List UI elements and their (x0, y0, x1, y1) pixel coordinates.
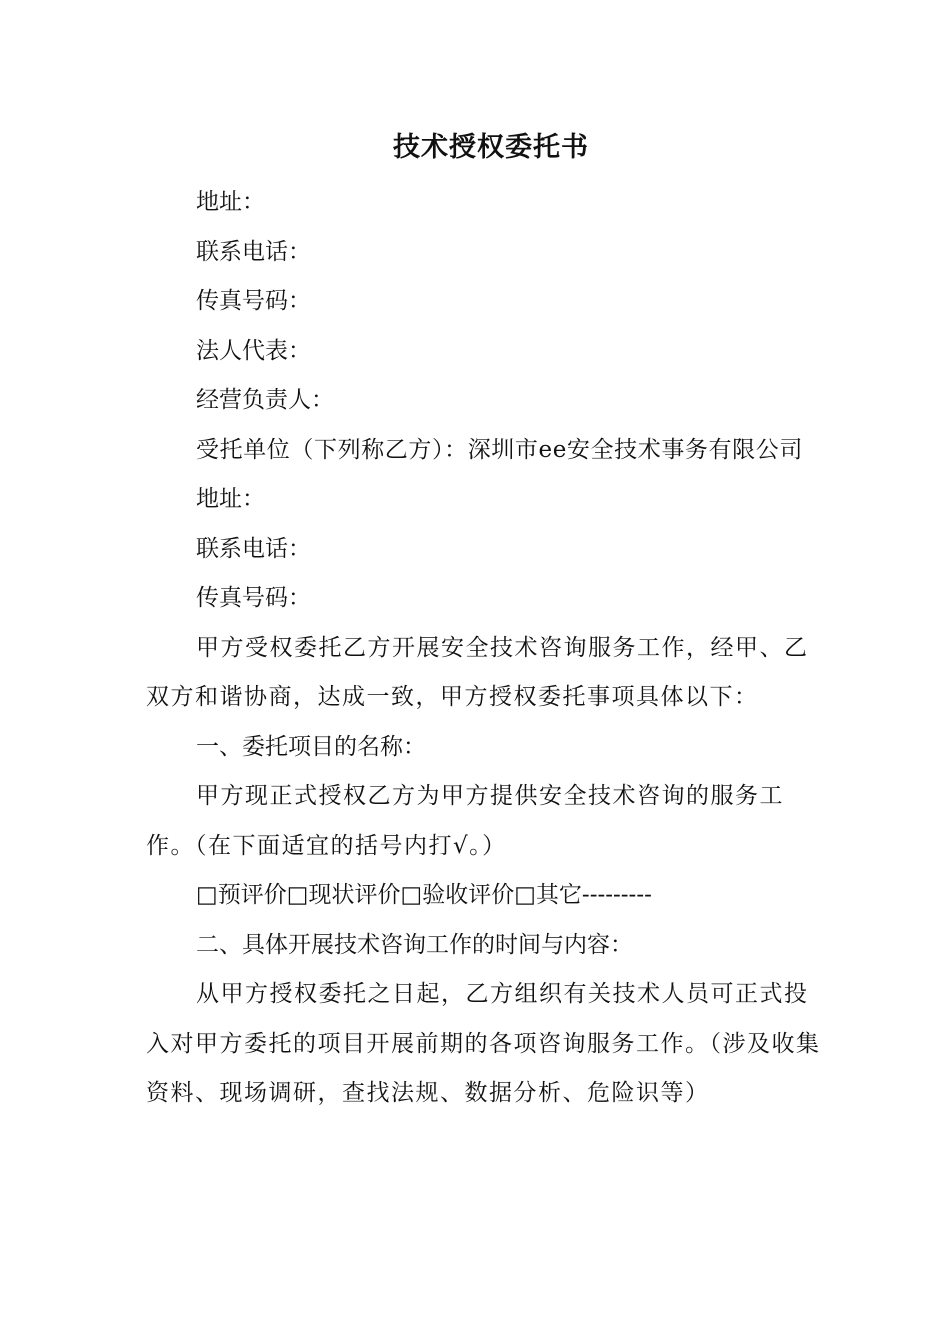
evaluation-options-line: □预评价□现状评价□验收评价□其它--------- (196, 882, 652, 908)
client-phone-label: 联系电话： (196, 238, 311, 265)
client-manager-label: 经营负责人： (196, 387, 334, 413)
document-page (146, 128, 826, 1119)
section2-paragraph: 从甲方授权委托之日起，乙方组织有关技术人员可正式投入对甲方委托的项目开展前期的各项咨询服务工作。（涉及收集资料、现场调研，查找法规、数据分析、危险识等） (146, 981, 821, 1106)
agent-fax-label: 传真号码： (196, 585, 311, 611)
client-legal-rep-label: 法人代表： (196, 337, 311, 364)
agent-address-label: 地址： (196, 486, 265, 512)
intro-paragraph: 甲方受权委托乙方开展安全技术咨询服务工作，经甲、乙双方和谐协商，达成一致，甲方授权委托事项具体以下： (146, 634, 809, 710)
section2-heading: 二、具体开展技术咨询工作的时间与内容： (196, 931, 633, 958)
client-fax-label: 传真号码： (196, 288, 311, 314)
agent-unit-line: 受托单位（下列称乙方）：深圳市ee安全技术事务有限公司 (196, 436, 803, 463)
document-title: 技术授权委托书 (393, 132, 589, 163)
section1-heading: 一、委托项目的名称： (196, 733, 426, 760)
client-address-label: 地址： (196, 189, 265, 215)
section1-paragraph: 甲方现正式授权乙方为甲方提供安全技术咨询的服务工作。（在下面适宜的括号内打√。） (146, 783, 784, 859)
agent-phone-label: 联系电话： (196, 535, 311, 562)
